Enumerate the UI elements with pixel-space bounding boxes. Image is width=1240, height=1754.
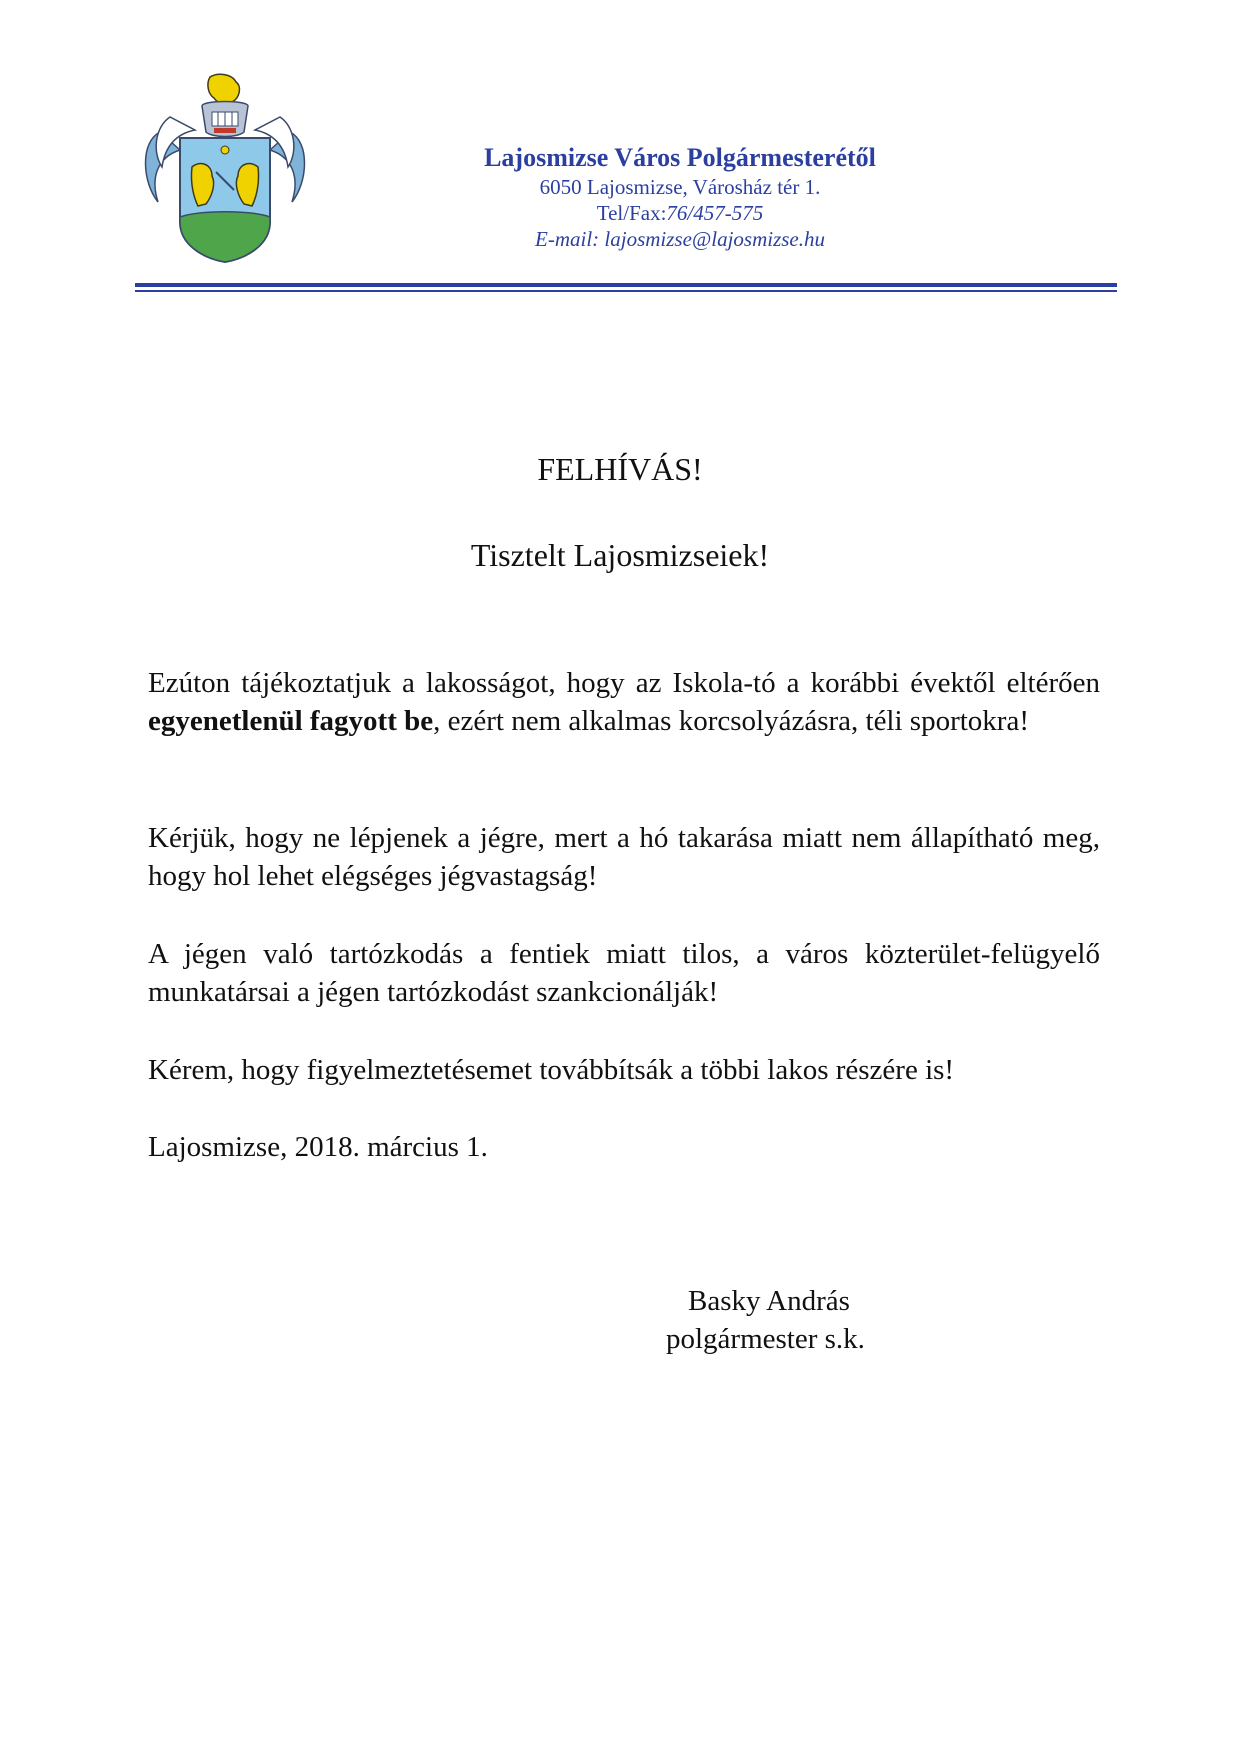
- signer-name: Basky András: [688, 1285, 850, 1317]
- coat-of-arms-icon: [140, 72, 310, 264]
- paragraph-1-start: Ezúton tájékoztatjuk a lakosságot, hogy az Iskola-tó a korábbi évektől eltérően: [148, 667, 1100, 699]
- header-divider-thin: [135, 290, 1117, 292]
- paragraph-3: A jégen való tartózkodás a fentiek miatt tilos, a város közterület-felügyelő munkatársai a jégen tartózkodást szankcionálják!: [148, 938, 1100, 1008]
- paragraph-1: [148, 664, 1100, 740]
- email-value: lajosmizse@lajosmizse.hu: [604, 227, 825, 251]
- letterhead-address: 6050 Lajosmizse, Városház tér 1.: [539, 175, 821, 199]
- salutation: Tisztelt Lajosmizseiek!: [470, 537, 770, 573]
- letterhead-email: [420, 226, 940, 252]
- letterhead-phone: [420, 200, 940, 226]
- paragraph-2: Kérjük, hogy ne lépjenek a jégre, mert a hó takarása miatt nem állapítható meg, hogy hol lehet elégséges jégvastagság!: [148, 822, 1100, 892]
- date-line: Lajosmizse, 2018. március 1.: [148, 1131, 488, 1163]
- email-label: E-mail:: [535, 227, 600, 251]
- notice-heading: FELHÍVÁS!: [537, 451, 703, 487]
- letterhead: [420, 142, 940, 252]
- letterhead-title: Lajosmizse Város Polgármesterétől: [484, 143, 876, 172]
- signature-block: [620, 1282, 1120, 1358]
- paragraph-1-end: , ezért nem alkalmas korcsolyázásra, téli sportokra!: [433, 705, 1029, 737]
- paragraph-1-emphasis: egyenetlenül fagyott be: [148, 705, 434, 737]
- header-divider-thick: [135, 283, 1117, 287]
- paragraph-4: Kérem, hogy figyelmeztetésemet továbbítsák a többi lakos részére is!: [148, 1054, 955, 1086]
- phone-label: Tel/Fax:: [596, 201, 667, 225]
- phone-value: 76/457-575: [666, 201, 764, 225]
- signer-title: polgármester s.k.: [666, 1323, 865, 1355]
